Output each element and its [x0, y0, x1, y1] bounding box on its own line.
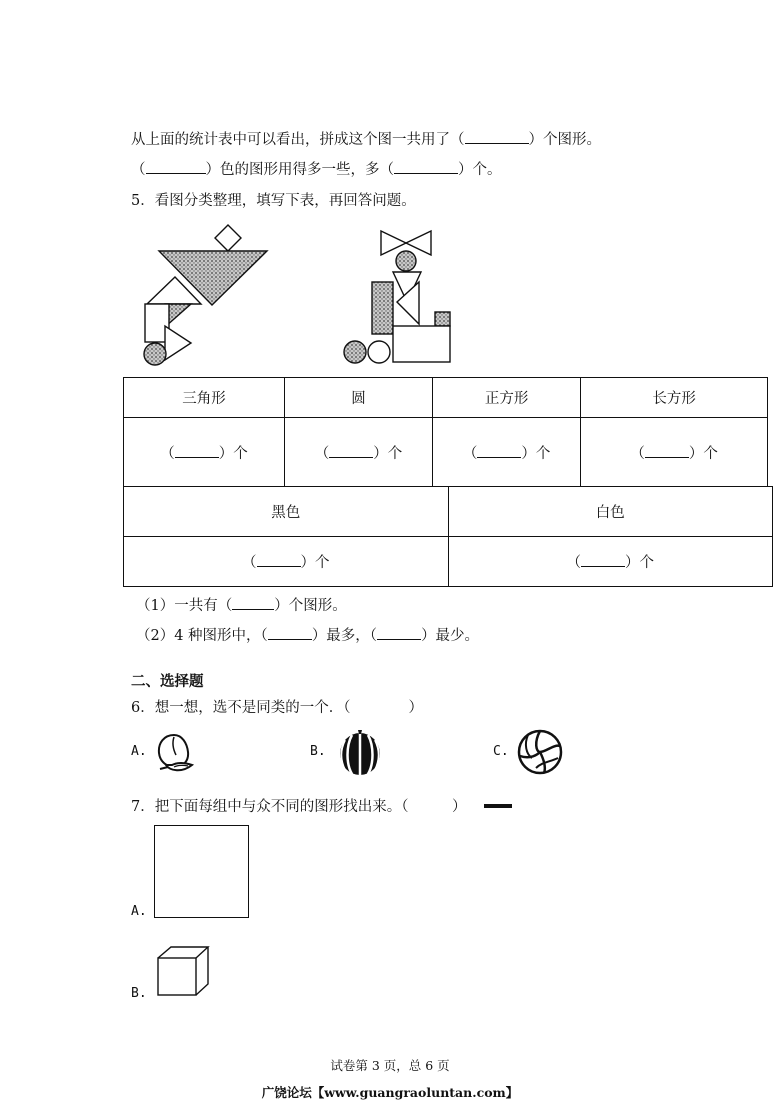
answer-blank[interactable]	[329, 446, 373, 458]
watermelon-icon[interactable]	[336, 728, 384, 776]
q4-line-1: 从上面的统计表中可以看出，拼成这个图一共用了（ ）个图形。	[131, 132, 601, 148]
table-header: 长方形	[581, 378, 768, 418]
site-footer: 广饶论坛【www.guangraoluntan.com】	[261, 1085, 519, 1100]
option-b-label[interactable]: B.	[310, 744, 326, 759]
answer-blank[interactable]	[581, 555, 625, 567]
peach-icon[interactable]	[152, 727, 200, 775]
color-count-table	[123, 486, 773, 587]
option-a-label[interactable]: A.	[131, 904, 147, 919]
answer-mark	[484, 804, 512, 808]
answer-blank[interactable]	[232, 598, 274, 610]
table-header: 正方形	[433, 378, 581, 418]
table-header: 黑色	[124, 487, 449, 537]
answer-blank[interactable]	[477, 446, 521, 458]
answer-blank[interactable]	[394, 162, 458, 174]
q6-title: 6．想一想，选不是同类的一个．（ ）	[131, 700, 423, 716]
page-number: 试卷第 3 页，总 6 页	[330, 1058, 450, 1073]
option-c-label[interactable]: C.	[493, 744, 509, 759]
q7-title: 7．把下面每组中与众不同的图形找出来。（ ）	[131, 799, 467, 815]
answer-blank[interactable]	[377, 628, 421, 640]
table-header: 白色	[448, 487, 773, 537]
table-header: 三角形	[124, 378, 285, 418]
cube-icon[interactable]	[156, 945, 212, 997]
shape-figures	[135, 220, 465, 372]
table-cell: （ ）个	[448, 537, 773, 587]
q5-sub-1: （1）一共有（ ）个图形。	[136, 598, 347, 614]
q4-line-2: （ ）色的图形用得多一些，多（ ）个。	[131, 162, 502, 178]
figure-2	[344, 231, 450, 363]
section-title: 二、选择题	[131, 674, 204, 690]
answer-blank[interactable]	[645, 446, 689, 458]
square-shape[interactable]	[154, 825, 249, 918]
table-cell: （ ）个	[124, 418, 285, 487]
table-header: 圆	[285, 378, 433, 418]
table-cell: （ ）个	[285, 418, 433, 487]
q5-title: 5．看图分类整理，填写下表，再回答问题。	[131, 193, 416, 209]
table-cell: （ ）个	[124, 537, 449, 587]
answer-blank[interactable]	[465, 132, 529, 144]
figure-1	[144, 225, 267, 365]
table-cell: （ ）个	[581, 418, 768, 487]
table-cell: （ ）个	[433, 418, 581, 487]
option-a-label[interactable]: A.	[131, 744, 147, 759]
answer-blank[interactable]	[257, 555, 301, 567]
answer-blank[interactable]	[268, 628, 312, 640]
volleyball-icon[interactable]	[516, 728, 564, 776]
answer-blank[interactable]	[175, 446, 219, 458]
q5-sub-2: （2）4 种图形中，（ ）最多，（ ）最少。	[136, 628, 480, 644]
answer-blank[interactable]	[146, 162, 206, 174]
shape-count-table	[123, 377, 768, 487]
option-b-label[interactable]: B.	[131, 986, 147, 1001]
